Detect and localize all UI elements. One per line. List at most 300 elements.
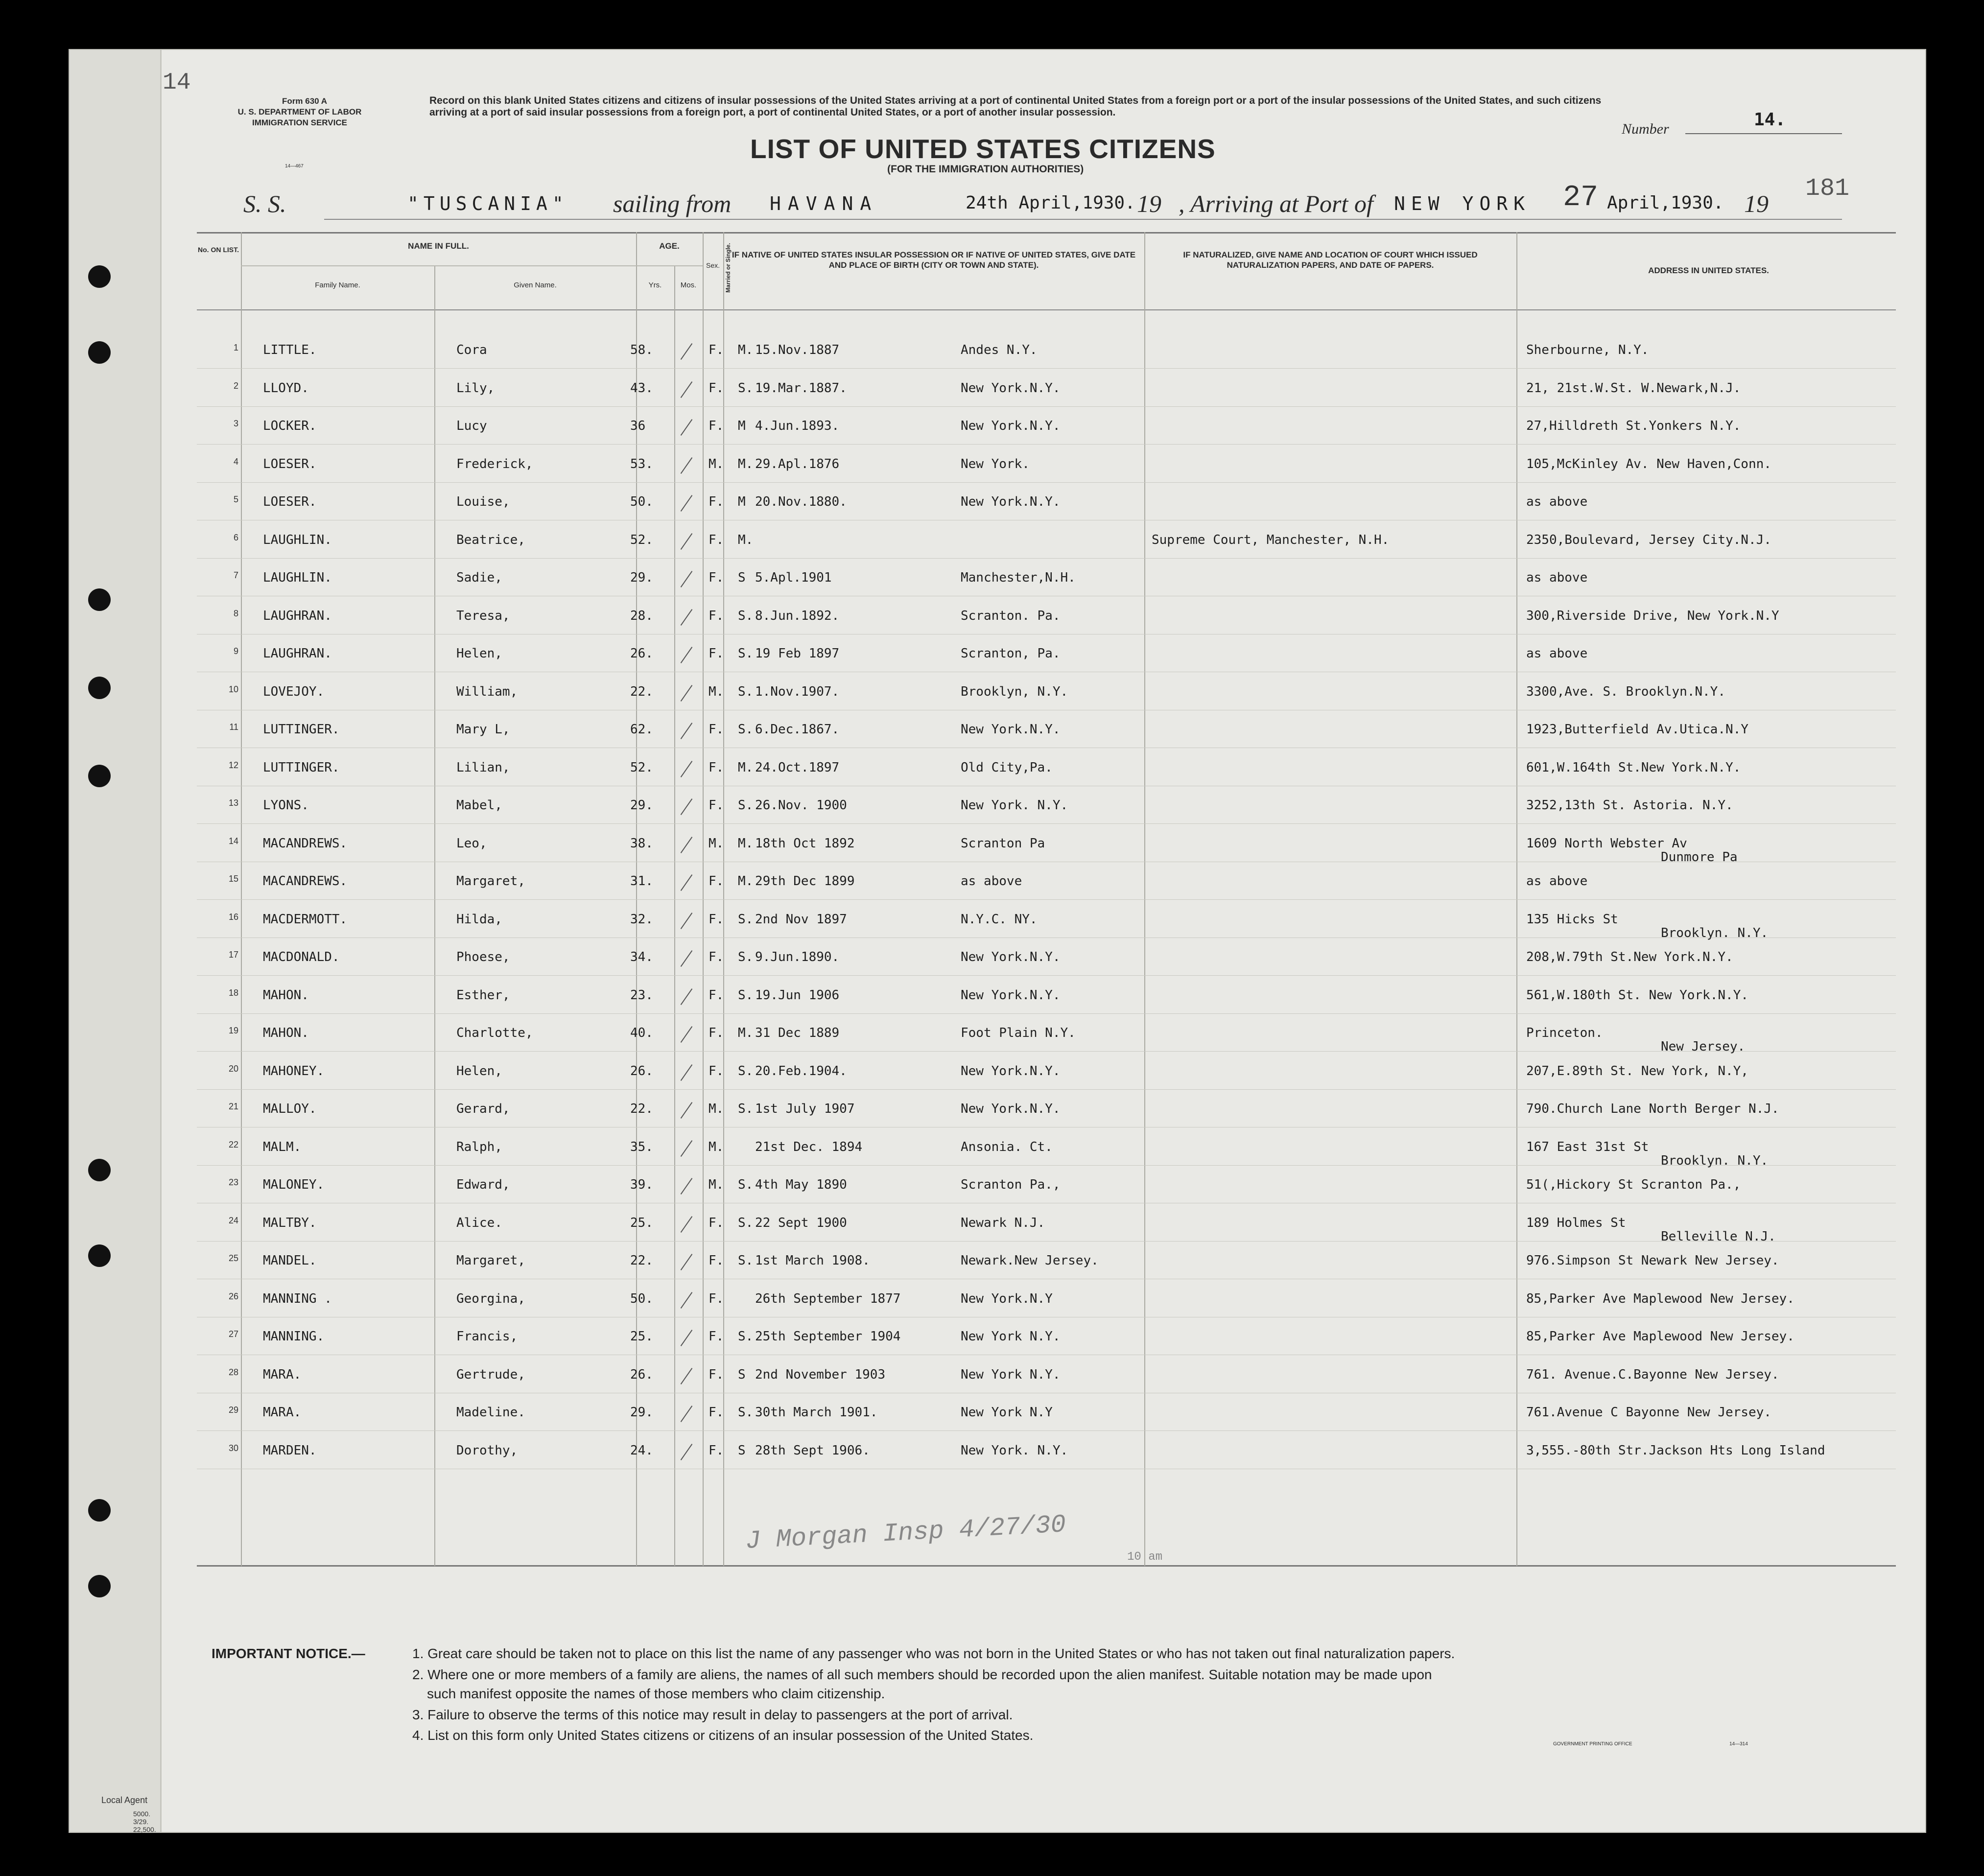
row-n: 29	[228, 1405, 238, 1415]
header-address: ADDRESS IN UNITED STATES.	[1648, 266, 1769, 275]
printer: GOVERNMENT PRINTING OFFICE	[1553, 1741, 1632, 1747]
row-bplace: as above	[961, 874, 1022, 889]
table-bottom-rule	[197, 1565, 1896, 1567]
signature-time: 10 am	[1127, 1550, 1163, 1564]
row-sex: M.	[709, 1139, 724, 1154]
name-header-rule	[241, 265, 636, 266]
row-sex: M.	[709, 684, 724, 699]
row-ms: M.	[738, 343, 754, 357]
row-rule	[197, 368, 1896, 369]
check-mark-icon	[681, 1026, 693, 1043]
row-bplace: New York. N.Y.	[961, 1443, 1068, 1458]
row-family: LAUGHLIN.	[263, 570, 332, 585]
row-n: 17	[228, 950, 238, 960]
row-family: MAHON.	[263, 987, 309, 1003]
row-bplace: Newark.New Jersey.	[961, 1253, 1099, 1268]
row-addr: 51(,Hickory St Scranton Pa.,	[1526, 1177, 1741, 1192]
row-family: MARDEN.	[263, 1443, 317, 1458]
row-n: 27	[228, 1329, 238, 1339]
row-family: MACDERMOTT.	[263, 912, 348, 927]
check-mark-icon	[681, 874, 693, 891]
row-sex: F.	[709, 874, 724, 889]
row-ms: S.	[738, 380, 754, 396]
age-header-rule	[636, 265, 703, 266]
row-age: 29.	[630, 1405, 653, 1420]
row-bdate: 1st March 1908.	[755, 1253, 870, 1268]
row-bplace: New York.	[961, 456, 1030, 471]
header-given-name: Given Name.	[514, 281, 557, 289]
row-bplace: New York.N.Y.	[961, 494, 1061, 509]
row-addr: 761.Avenue C Bayonne New Jersey.	[1526, 1405, 1771, 1420]
row-given: William,	[456, 684, 518, 699]
check-mark-icon	[681, 913, 693, 929]
stub-text: Local Agent	[101, 1795, 148, 1805]
punch-hole	[88, 1499, 111, 1522]
row-addr: 3300,Ave. S. Brooklyn.N.Y.	[1526, 684, 1725, 699]
row-bplace: Scranton Pa	[961, 836, 1045, 851]
row-bplace: Ansonia. Ct.	[961, 1139, 1053, 1154]
row-addr: as above	[1526, 494, 1588, 509]
row-given: Teresa,	[456, 608, 510, 623]
row-family: MANNING .	[263, 1291, 332, 1306]
row-given: Cora	[456, 343, 487, 357]
row-bdate: 28th Sept 1906.	[755, 1443, 870, 1458]
row-age: 58.	[630, 343, 653, 357]
page-subtitle: (FOR THE IMMIGRATION AUTHORITIES)	[887, 164, 1084, 175]
row-addr: 189 Holmes St	[1526, 1215, 1626, 1230]
row-addr: 207,E.89th St. New York, N.Y,	[1526, 1063, 1748, 1079]
row-rule	[197, 1089, 1896, 1090]
header-family-name: Family Name.	[315, 281, 360, 289]
row-age: 36	[630, 419, 646, 433]
punch-hole	[88, 1159, 111, 1181]
row-ms: M.	[738, 1026, 754, 1040]
sailing-label: sailing from	[613, 190, 732, 217]
row-sex: F.	[709, 1367, 724, 1382]
row-bdate: 20.Feb.1904.	[755, 1063, 847, 1079]
row-ms: S.	[738, 1253, 754, 1268]
row-age: 29.	[630, 798, 653, 813]
punch-hole	[88, 341, 111, 364]
row-bplace: N.Y.C. NY.	[961, 912, 1038, 927]
table-top-rule	[197, 232, 1896, 234]
row-given: Margaret,	[456, 1253, 525, 1268]
row-n: 15	[228, 874, 238, 884]
row-ms: S	[738, 570, 746, 585]
row-sex: F.	[709, 1329, 724, 1344]
instructions: Record on this blank United States citizens and citizens of insular possessions of the United States arriving at a port of continental United States from a foreign port or a port of the insular possessions of the United States, and such citizens arriving at a port of said insular possessions from a foreign port, a port of continental United States, or a port of another insular possession.	[429, 95, 1602, 118]
row-age: 23.	[630, 987, 653, 1003]
row-bdate: 24.Oct.1897	[755, 760, 840, 775]
row-sex: F.	[709, 798, 724, 813]
row-age: 52.	[630, 532, 653, 547]
origin-port: HAVANA	[770, 193, 878, 214]
row-bdate: 19 Feb 1897	[755, 646, 840, 661]
row-ms: S.	[738, 608, 754, 623]
header-birth: IF NATIVE OF UNITED STATES INSULAR POSSESSION OR IF NATIVE OF UNITED STATES, GIVE DATE AND PLACE OF BIRTH (CITY OR TOWN AND STATE).	[732, 250, 1136, 270]
arrival-port: NEW YORK	[1394, 193, 1531, 214]
row-addr: 27,Hilldreth St.Yonkers N.Y.	[1526, 419, 1741, 433]
header-naturalized: IF NATURALIZED, GIVE NAME AND LOCATION OF COURT WHICH ISSUED NATURALIZATION PAPERS, AND DATE OF PAPERS.	[1183, 250, 1478, 270]
row-sex: M.	[709, 1102, 724, 1116]
check-mark-icon	[681, 723, 693, 739]
printer-code: 14—314	[1729, 1741, 1748, 1747]
row-ms: S.	[738, 1063, 754, 1079]
row-family: LITTLE.	[263, 343, 317, 357]
arrival-day: 27	[1563, 181, 1599, 214]
row-bplace: New York.N.Y.	[961, 722, 1061, 737]
row-bdate: 9.Jun.1890.	[755, 950, 840, 964]
col-divider	[674, 265, 675, 1566]
punch-hole	[88, 765, 111, 787]
row-addr2: Belleville N.J.	[1661, 1229, 1776, 1244]
row-bplace: Newark N.J.	[961, 1215, 1045, 1230]
margin-number: 14	[163, 70, 191, 96]
row-family: LOESER.	[263, 456, 317, 471]
row-sex: F.	[709, 1253, 724, 1268]
row-given: Margaret,	[456, 874, 525, 889]
row-sex: F.	[709, 1215, 724, 1230]
row-n: 4	[233, 456, 238, 467]
row-addr: 208,W.79th St.New York.N.Y.	[1526, 950, 1733, 964]
row-addr2: Brooklyn. N.Y.	[1661, 1153, 1769, 1168]
row-n: 13	[228, 798, 238, 808]
row-given: Lucy	[456, 419, 487, 433]
check-mark-icon	[681, 798, 693, 815]
row-n: 11	[229, 722, 238, 732]
row-bplace: New York.N.Y	[961, 1291, 1053, 1306]
row-bplace: New York.N.Y.	[961, 419, 1061, 433]
row-rule	[197, 899, 1896, 900]
row-given: Dorothy,	[456, 1443, 518, 1458]
row-given: Gertrude,	[456, 1367, 525, 1382]
row-age: 25.	[630, 1215, 653, 1230]
row-bdate: 20.Nov.1880.	[755, 494, 847, 509]
row-family: LAUGHRAN.	[263, 646, 332, 661]
row-sex: F.	[709, 760, 724, 775]
notice-item-2: 2. Where one or more members of a family are aliens, the names of all such members should be recorded upon the alien manifest. Suitable notation may be made upon	[412, 1667, 1432, 1682]
row-ms: M.	[738, 456, 754, 471]
row-addr: 1609 North Webster Av	[1526, 836, 1687, 851]
notice-item-2-cont: such manifest opposite the names of those members who claim citizenship.	[427, 1686, 885, 1701]
row-addr: 3,555.-80th Str.Jackson Hts Long Island	[1526, 1443, 1825, 1458]
row-ms: M.	[738, 874, 754, 889]
row-age: 35.	[630, 1139, 653, 1154]
department: U. S. DEPARTMENT OF LABOR	[237, 107, 362, 117]
row-ms: S.	[738, 950, 754, 964]
number-label: Number	[1622, 121, 1669, 137]
header-no: No. ON LIST.	[198, 246, 239, 254]
row-family: LLOYD.	[263, 380, 309, 396]
check-mark-icon	[681, 761, 693, 777]
check-mark-icon	[681, 1330, 693, 1346]
punch-hole	[88, 1244, 111, 1267]
row-given: Gerard,	[456, 1102, 510, 1116]
row-ms: M.	[738, 760, 754, 775]
row-given: Lilian,	[456, 760, 510, 775]
row-age: 22.	[630, 1102, 653, 1116]
manifest-sheet	[69, 49, 1926, 1833]
row-given: Phoese,	[456, 950, 510, 964]
row-age: 22.	[630, 684, 653, 699]
departure-date: 24th April,1930.	[966, 193, 1135, 213]
row-given: Hilda,	[456, 912, 502, 927]
row-n: 25	[228, 1253, 238, 1263]
row-bplace: New York N.Y.	[961, 1367, 1061, 1382]
row-age: 29.	[630, 570, 653, 585]
header-age: AGE.	[659, 241, 680, 251]
year-suffix-1: 19	[1137, 190, 1161, 217]
row-family: MALM.	[263, 1139, 302, 1154]
row-addr2: Brooklyn. N.Y.	[1661, 925, 1769, 940]
row-bdate: 2nd Nov 1897	[755, 912, 847, 927]
row-sex: F.	[709, 608, 724, 623]
row-n: 8	[233, 608, 238, 618]
notice-item-1: 1. Great care should be taken not to place on this list the name of any passenger who was not born in the United States or who has not taken out final naturalization papers.	[412, 1646, 1455, 1661]
check-mark-icon	[681, 457, 693, 474]
row-age: 26.	[630, 646, 653, 661]
row-n: 23	[228, 1177, 238, 1187]
row-bdate: 26th September 1877	[755, 1291, 901, 1306]
row-given: Charlotte,	[456, 1026, 533, 1040]
row-addr2: Dunmore Pa	[1661, 849, 1738, 865]
row-n: 5	[233, 494, 238, 504]
print-code: 14—467	[285, 164, 304, 169]
row-rule	[197, 558, 1896, 559]
row-given: Georgina,	[456, 1291, 525, 1306]
row-given: Leo,	[456, 836, 487, 851]
row-given: Alice.	[456, 1215, 502, 1230]
row-sex: F.	[709, 1443, 724, 1458]
row-sex: F.	[709, 380, 724, 396]
row-sex: F.	[709, 570, 724, 585]
row-bplace: Scranton Pa.,	[961, 1177, 1061, 1192]
row-family: MAHON.	[263, 1026, 309, 1040]
row-addr: as above	[1526, 874, 1588, 889]
row-given: Madeline.	[456, 1405, 525, 1420]
row-bplace: New York.N.Y.	[961, 987, 1061, 1003]
row-addr: 2350,Boulevard, Jersey City.N.J.	[1526, 532, 1771, 547]
row-bplace: Scranton, Pa.	[961, 646, 1061, 661]
row-family: LUTTINGER.	[263, 722, 340, 737]
row-family: MACANDREWS.	[263, 836, 348, 851]
row-n: 7	[233, 570, 238, 580]
check-mark-icon	[681, 950, 693, 967]
check-mark-icon	[681, 1064, 693, 1081]
row-ms: S.	[738, 1177, 754, 1192]
row-given: Beatrice,	[456, 532, 525, 547]
voyage-underline	[324, 219, 1842, 220]
row-n: 16	[228, 912, 238, 922]
row-addr: Sherbourne, N.Y.	[1526, 343, 1649, 357]
check-mark-icon	[681, 1102, 693, 1119]
row-family: LYONS.	[263, 798, 309, 813]
inspector-signature: J Morgan Insp 4/27/30	[744, 1510, 1067, 1556]
row-addr: 790.Church Lane North Berger N.J.	[1526, 1102, 1779, 1116]
row-age: 25.	[630, 1329, 653, 1344]
row-given: Sadie,	[456, 570, 502, 585]
check-mark-icon	[681, 381, 693, 398]
row-addr: 85,Parker Ave Maplewood New Jersey.	[1526, 1329, 1795, 1344]
row-addr: 167 East 31st St	[1526, 1139, 1649, 1154]
row-n: 1	[233, 343, 238, 352]
row-given: Mary L,	[456, 722, 510, 737]
check-mark-icon	[681, 343, 693, 360]
row-family: LOVEJOY.	[263, 684, 325, 699]
row-rule	[197, 1241, 1896, 1242]
row-given: Louise,	[456, 494, 510, 509]
row-bdate: 30th March 1901.	[755, 1405, 878, 1420]
row-addr: 561,W.180th St. New York.N.Y.	[1526, 987, 1748, 1003]
row-bdate: 6.Dec.1867.	[755, 722, 840, 737]
row-age: 40.	[630, 1026, 653, 1040]
row-age: 28.	[630, 608, 653, 623]
row-rule	[197, 1165, 1896, 1166]
row-ms: S.	[738, 1215, 754, 1230]
row-addr: as above	[1526, 646, 1588, 661]
check-mark-icon	[681, 1292, 693, 1309]
row-sex: F.	[709, 912, 724, 927]
row-bplace: Foot Plain N.Y.	[961, 1026, 1076, 1040]
row-rule	[197, 1051, 1896, 1052]
row-rule	[197, 975, 1896, 976]
row-given: Ralph,	[456, 1139, 502, 1154]
check-mark-icon	[681, 1178, 693, 1195]
header-mos: Mos.	[680, 281, 697, 289]
row-n: 12	[228, 760, 238, 770]
row-addr: 3252,13th St. Astoria. N.Y.	[1526, 798, 1733, 813]
row-sex: F.	[709, 343, 724, 357]
row-bdate: 19.Mar.1887.	[755, 380, 847, 396]
row-given: Frederick,	[456, 456, 533, 471]
row-n: 21	[228, 1102, 238, 1111]
row-addr: 601,W.164th St.New York.N.Y.	[1526, 760, 1741, 775]
ship-name: "TUSCANIA"	[407, 193, 568, 214]
check-mark-icon	[681, 1406, 693, 1422]
row-bdate: 19.Jun 1906	[755, 987, 840, 1003]
row-rule	[197, 1430, 1896, 1431]
row-family: MACDONALD.	[263, 950, 340, 964]
row-ms: M.	[738, 836, 754, 851]
check-mark-icon	[681, 1368, 693, 1384]
row-bplace: Brooklyn, N.Y.	[961, 684, 1068, 699]
row-addr: 761. Avenue.C.Bayonne New Jersey.	[1526, 1367, 1779, 1382]
row-family: MARA.	[263, 1405, 302, 1420]
check-mark-icon	[681, 988, 693, 1005]
row-bdate: 21st Dec. 1894	[755, 1139, 863, 1154]
row-family: MACANDREWS.	[263, 874, 348, 889]
header-bottom-rule	[197, 309, 1896, 310]
sheet-number: 181	[1805, 175, 1850, 203]
row-bdate: 29.Apl.1876	[755, 456, 840, 471]
header-married: Married or Single.	[725, 243, 732, 293]
row-sex: F.	[709, 494, 724, 509]
row-age: 52.	[630, 760, 653, 775]
row-rule	[197, 406, 1896, 407]
check-mark-icon	[681, 533, 693, 550]
row-family: MANNING.	[263, 1329, 325, 1344]
row-bdate: 5.Apl.1901	[755, 570, 832, 585]
row-bdate: 2nd November 1903	[755, 1367, 886, 1382]
row-bdate: 29th Dec 1899	[755, 874, 855, 889]
check-mark-icon	[681, 1444, 693, 1460]
row-n: 9	[233, 646, 238, 656]
check-mark-icon	[681, 419, 693, 436]
row-bdate: 18th Oct 1892	[755, 836, 855, 851]
row-family: MARA.	[263, 1367, 302, 1382]
row-ms: S.	[738, 912, 754, 927]
row-age: 53.	[630, 456, 653, 471]
row-sex: M.	[709, 456, 724, 471]
row-family: MALTBY.	[263, 1215, 317, 1230]
row-given: Helen,	[456, 1063, 502, 1079]
row-sex: M.	[709, 836, 724, 851]
row-family: MALONEY.	[263, 1177, 325, 1192]
row-bplace: New York.N.Y.	[961, 950, 1061, 964]
row-family: LAUGHLIN.	[263, 532, 332, 547]
row-n: 18	[228, 987, 238, 998]
row-addr: Princeton.	[1526, 1026, 1603, 1040]
row-bdate: 22 Sept 1900	[755, 1215, 847, 1230]
row-bplace: Scranton. Pa.	[961, 608, 1061, 623]
row-ms: S.	[738, 987, 754, 1003]
row-n: 26	[228, 1291, 238, 1301]
row-addr: 976.Simpson St Newark New Jersey.	[1526, 1253, 1779, 1268]
row-sex: F.	[709, 987, 724, 1003]
check-mark-icon	[681, 571, 693, 587]
row-sex: F.	[709, 419, 724, 433]
row-n: 14	[228, 836, 238, 846]
row-rule	[197, 444, 1896, 445]
row-bplace: Manchester,N.H.	[961, 570, 1076, 585]
row-age: 22.	[630, 1253, 653, 1268]
row-bdate: 4th May 1890	[755, 1177, 847, 1192]
row-age: 50.	[630, 494, 653, 509]
row-age: 32.	[630, 912, 653, 927]
row-sex: M.	[709, 1177, 724, 1192]
row-ms: S.	[738, 1102, 754, 1116]
binding-stub	[70, 50, 191, 1833]
row-age: 24.	[630, 1443, 653, 1458]
row-age: 31.	[630, 874, 653, 889]
col-divider	[434, 265, 435, 1566]
row-rule	[197, 823, 1896, 824]
check-mark-icon	[681, 1216, 693, 1233]
row-bplace: New York.N.Y.	[961, 1063, 1061, 1079]
row-bplace: New York. N.Y.	[961, 798, 1068, 813]
page-title: LIST OF UNITED STATES CITIZENS	[750, 134, 1216, 164]
row-bdate: 8.Jun.1892.	[755, 608, 840, 623]
row-age: 43.	[630, 380, 653, 396]
row-given: Francis,	[456, 1329, 518, 1344]
row-bplace: New York.N.Y.	[961, 380, 1061, 396]
notice-heading: IMPORTANT NOTICE.—	[212, 1646, 365, 1661]
row-n: 22	[228, 1139, 238, 1149]
row-sex: F.	[709, 950, 724, 964]
check-mark-icon	[681, 837, 693, 853]
row-ms: M	[738, 494, 746, 509]
row-addr: 1923,Butterfield Av.Utica.N.Y	[1526, 722, 1748, 737]
row-n: 6	[233, 532, 238, 542]
row-age: 26.	[630, 1367, 653, 1382]
number-underline	[1685, 133, 1842, 134]
row-sex: F.	[709, 1291, 724, 1306]
row-nat: Supreme Court, Manchester, N.H.	[1152, 532, 1390, 547]
row-given: Lily,	[456, 380, 495, 396]
row-given: Edward,	[456, 1177, 510, 1192]
row-family: LOESER.	[263, 494, 317, 509]
arrival-date: April,1930.	[1607, 193, 1724, 213]
